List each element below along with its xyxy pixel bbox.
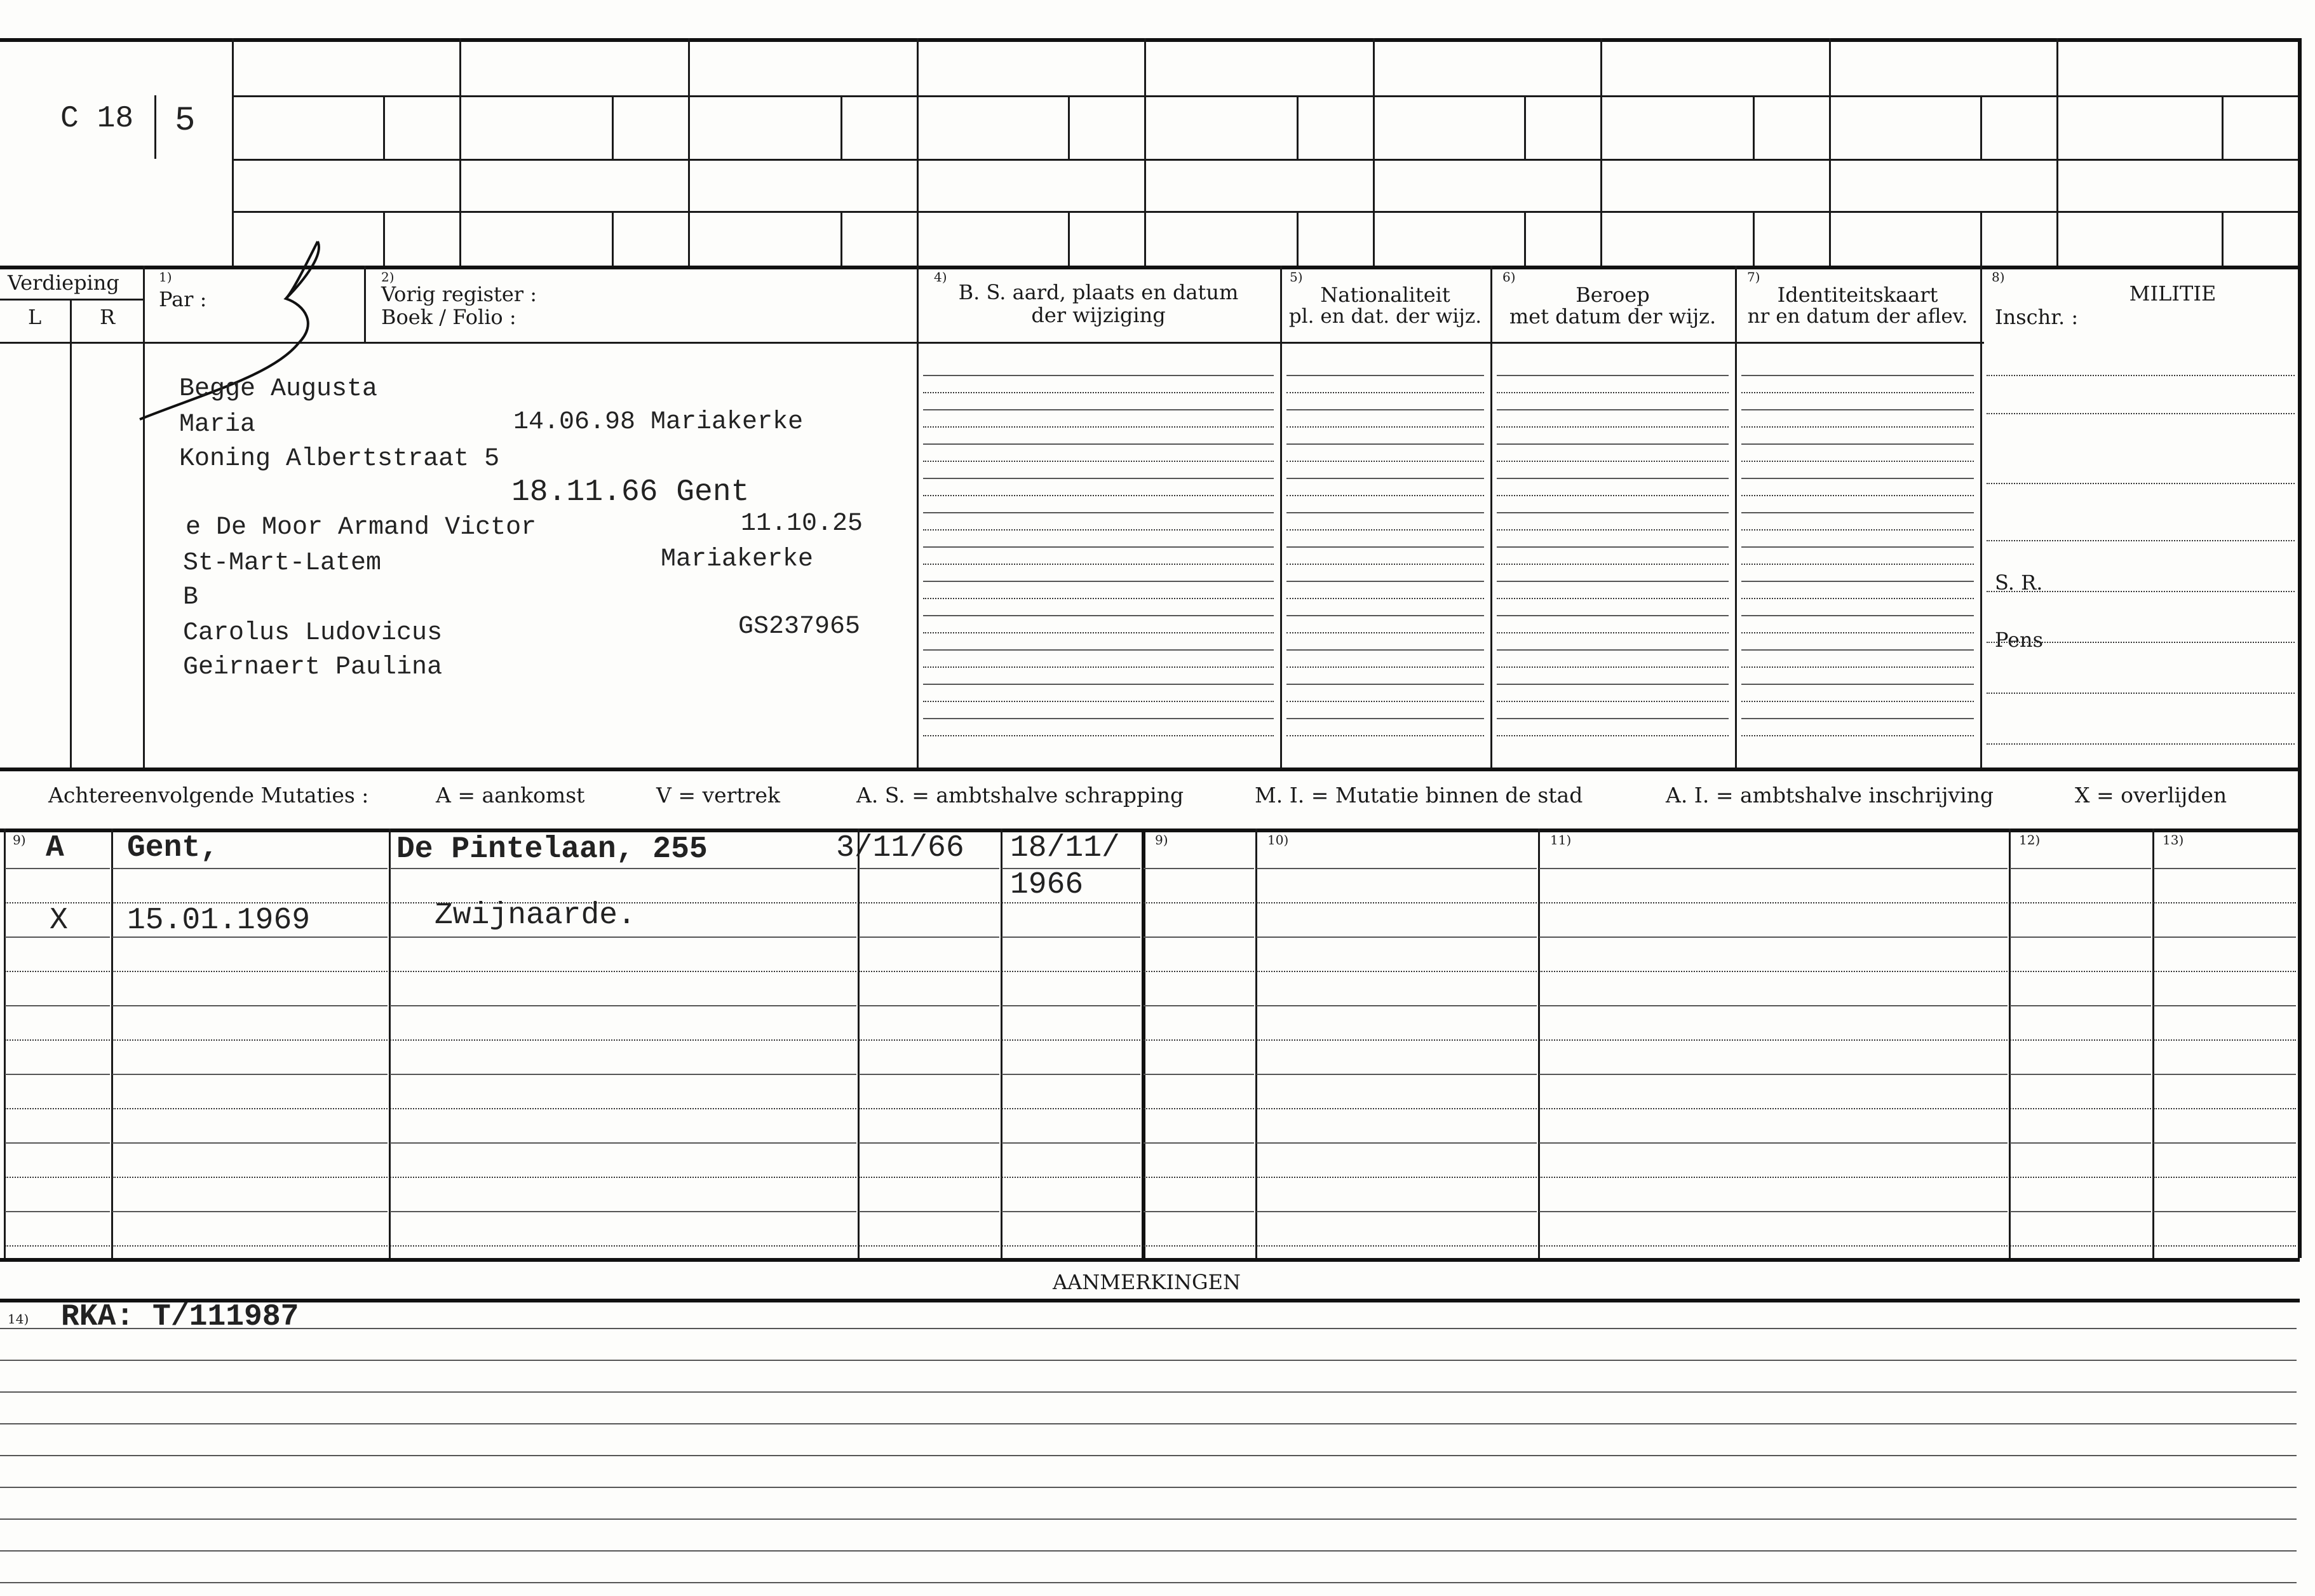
mutation-line — [1257, 1108, 1537, 1109]
mutation-line — [2154, 937, 2296, 938]
dotted-line — [1497, 392, 1729, 393]
verdieping-r: R — [100, 305, 116, 329]
ruled-line — [1497, 478, 1729, 479]
person-marriage-place: Mariakerke — [661, 545, 814, 574]
ruled-line — [1286, 581, 1484, 582]
mutation-line — [1144, 1039, 1254, 1041]
person-mother: Geirnaert Paulina — [183, 653, 443, 682]
mutation-line — [5, 1108, 110, 1109]
register-code: C 18 — [60, 102, 134, 136]
remarks-text: RKA: T/111987 — [61, 1300, 299, 1334]
dotted-line — [1741, 701, 1974, 702]
bs-header-2: der wijziging — [1031, 303, 1166, 327]
mutation-line — [1002, 1039, 1140, 1041]
ruled-line — [1497, 443, 1729, 445]
mutation-line — [1144, 1142, 1254, 1144]
dotted-line — [1497, 426, 1729, 428]
dotted-line — [1497, 632, 1729, 633]
mutation-line — [1539, 1177, 2008, 1178]
vorig-register-label: Vorig register : — [381, 282, 537, 306]
militie-line — [1987, 483, 2295, 484]
mutation-line — [2154, 1074, 2296, 1075]
person-spouse-date: 11.10.25 — [741, 510, 863, 538]
mutation-line — [1539, 868, 2008, 869]
mut-col-11: 11) — [1550, 832, 1572, 848]
mutation-line — [112, 1142, 388, 1144]
dotted-line — [923, 529, 1274, 531]
militie-line — [1987, 591, 2295, 592]
ruled-line — [1741, 684, 1974, 685]
ruled-line — [1497, 684, 1729, 685]
mutation-line — [1002, 902, 1140, 903]
mutation-line — [2154, 868, 2296, 869]
ruled-line — [1741, 443, 1974, 445]
mutation-line — [1257, 971, 1537, 972]
legend-mi: M. I. = Mutatie binnen de stad — [1255, 783, 1583, 808]
mutation-line — [1257, 1005, 1537, 1006]
mutation-line — [1539, 1074, 2008, 1075]
ruled-line — [1497, 409, 1729, 410]
legend-a: A = aankomst — [436, 783, 585, 808]
mutation-line — [5, 1039, 110, 1041]
mutation-line — [1257, 1074, 1537, 1075]
dotted-line — [923, 426, 1274, 428]
legend-x: X = overlijden — [2075, 783, 2227, 808]
mutation-line — [1144, 1108, 1254, 1109]
militie-line — [1987, 743, 2295, 745]
mutation-line — [2010, 1142, 2151, 1144]
bs-num: 4) — [934, 269, 947, 285]
nat-num: 5) — [1290, 269, 1303, 285]
dotted-line — [1286, 701, 1484, 702]
mutation-line — [112, 1005, 388, 1006]
mut2-place: 15.01.1969 — [127, 903, 311, 938]
mutation-line — [1144, 868, 1254, 869]
mutation-line — [5, 1245, 110, 1247]
mutation-line — [1002, 1108, 1140, 1109]
mut1-place: Gent, — [127, 831, 219, 865]
mut1-date1: 3/11/66 — [836, 831, 964, 865]
person-name-1: Begge Augusta — [179, 375, 378, 403]
militie-header: MILITIE — [2129, 281, 2217, 306]
person-address: Koning Albertstraat 5 — [179, 445, 500, 473]
dotted-line — [1286, 735, 1484, 736]
dotted-line — [1497, 701, 1729, 702]
ruled-line — [1286, 718, 1484, 719]
mutation-line — [859, 868, 999, 869]
dotted-line — [1741, 598, 1974, 599]
mutation-line — [2154, 1177, 2296, 1178]
militie-line — [1987, 642, 2295, 643]
mutation-line — [859, 1245, 999, 1247]
dotted-line — [1497, 666, 1729, 668]
mut-col-9a: 9) — [13, 832, 26, 848]
remark-line — [0, 1360, 2297, 1361]
remark-line — [0, 1550, 2297, 1552]
bs-header-1: B. S. aard, plaats en datum — [958, 280, 1239, 304]
beroep-header-2: met datum der wijz. — [1509, 304, 1717, 328]
mutation-line — [112, 971, 388, 972]
mutation-line — [2010, 1108, 2151, 1109]
verdieping-label: Verdieping — [8, 271, 119, 295]
ruled-line — [1741, 649, 1974, 651]
mutation-line — [1002, 1211, 1140, 1212]
ruled-line — [1741, 581, 1974, 582]
dotted-line — [1741, 426, 1974, 428]
mutation-line — [859, 1211, 999, 1212]
mutation-line — [1002, 1245, 1140, 1247]
legend-v: V = vertrek — [656, 783, 780, 808]
mutation-line — [1257, 1142, 1537, 1144]
mutation-line — [1539, 1211, 2008, 1212]
dotted-line — [1286, 461, 1484, 462]
ruled-line — [923, 718, 1274, 719]
ruled-line — [923, 512, 1274, 513]
ruled-line — [1497, 546, 1729, 548]
mutation-line — [2010, 1177, 2151, 1178]
mutation-line — [1144, 937, 1254, 938]
dotted-line — [1741, 529, 1974, 531]
ruled-line — [1497, 718, 1729, 719]
mutation-line — [1144, 971, 1254, 972]
mutation-line — [2010, 971, 2151, 972]
ruled-line — [1497, 375, 1729, 376]
person-birth: 14.06.98 Mariakerke — [513, 408, 804, 436]
mutation-line — [1257, 1211, 1537, 1212]
mutation-line — [1539, 1039, 2008, 1041]
ruled-line — [1497, 512, 1729, 513]
dotted-line — [1286, 598, 1484, 599]
mut-col-10: 10) — [1267, 832, 1289, 848]
mutation-line — [390, 868, 856, 869]
mutation-line — [390, 1074, 856, 1075]
ruled-line — [1741, 409, 1974, 410]
mutation-line — [859, 937, 999, 938]
mutation-line — [2154, 971, 2296, 972]
mutation-line — [390, 1177, 856, 1178]
mutation-line — [5, 1074, 110, 1075]
ruled-line — [1286, 375, 1484, 376]
dotted-line — [1741, 461, 1974, 462]
mutation-line — [112, 1177, 388, 1178]
dotted-line — [1286, 666, 1484, 668]
mutation-line — [5, 868, 110, 869]
remark-line — [0, 1455, 2297, 1456]
mutation-line — [859, 1142, 999, 1144]
dotted-line — [1497, 461, 1729, 462]
mutation-line — [112, 1211, 388, 1212]
mut-col-13: 13) — [2163, 832, 2184, 848]
par-label: Par : — [159, 287, 207, 311]
mutation-line — [1002, 1142, 1140, 1144]
mutation-line — [112, 1074, 388, 1075]
mutation-line — [2010, 937, 2151, 938]
mutation-line — [859, 971, 999, 972]
mutation-line — [5, 971, 110, 972]
person-name-2: Maria — [179, 410, 256, 439]
person-nationality: B — [183, 583, 199, 612]
person-spouse-place: St-Mart-Latem — [183, 549, 382, 578]
ruled-line — [1286, 649, 1484, 651]
mutation-line — [112, 1108, 388, 1109]
ruled-line — [1286, 615, 1484, 616]
mutation-line — [859, 1177, 999, 1178]
mutation-line — [2010, 1211, 2151, 1212]
mut-col-9b: 9) — [1155, 832, 1168, 848]
mutation-line — [2154, 1039, 2296, 1041]
mutation-line — [390, 1211, 856, 1212]
ruled-line — [1286, 409, 1484, 410]
remark-line — [0, 1582, 2297, 1583]
ruled-line — [923, 649, 1274, 651]
mutation-line — [1144, 902, 1254, 903]
id-header-1: Identiteitskaart — [1777, 283, 1938, 307]
dotted-line — [1286, 392, 1484, 393]
mutation-line — [1002, 971, 1140, 972]
mutation-line — [1257, 937, 1537, 938]
id-num: 7) — [1747, 269, 1760, 285]
mutation-line — [1539, 1005, 2008, 1006]
mut1-street: De Pintelaan, 255 — [396, 832, 708, 867]
dotted-line — [1286, 564, 1484, 565]
mutation-line — [5, 1211, 110, 1212]
nat-header-2: pl. en dat. der wijz. — [1288, 305, 1482, 328]
inschr-label: Inschr. : — [1995, 305, 2079, 329]
ruled-line — [1286, 512, 1484, 513]
mutation-line — [112, 1245, 388, 1247]
mutation-line — [1144, 1074, 1254, 1075]
militie-line — [1987, 375, 2295, 376]
dotted-line — [923, 632, 1274, 633]
remark-line — [0, 1518, 2297, 1520]
remark-line — [0, 1328, 2297, 1329]
ruled-line — [1741, 546, 1974, 548]
mil-num: 8) — [1992, 269, 2005, 285]
mut2-code: X — [50, 903, 68, 938]
dotted-line — [923, 392, 1274, 393]
mutation-line — [390, 1039, 856, 1041]
mutation-line — [859, 1074, 999, 1075]
boek-folio-label: Boek / Folio : — [381, 305, 516, 329]
mutation-line — [2154, 1108, 2296, 1109]
nat-header-1: Nationaliteit — [1320, 283, 1450, 307]
person-arrival: 18.11.66 Gent — [511, 475, 750, 510]
dotted-line — [923, 495, 1274, 496]
dotted-line — [1497, 495, 1729, 496]
dotted-line — [1286, 495, 1484, 496]
mutation-line — [2010, 1005, 2151, 1006]
dotted-line — [1741, 735, 1974, 736]
register-number: 5 — [175, 102, 196, 140]
mut-col-12: 12) — [2019, 832, 2041, 848]
dotted-line — [1741, 392, 1974, 393]
mutation-line — [859, 1005, 999, 1006]
remarks-num: 14) — [8, 1311, 29, 1327]
dotted-line — [1497, 529, 1729, 531]
mutation-line — [1257, 1039, 1537, 1041]
ruled-line — [1497, 615, 1729, 616]
ruled-line — [923, 443, 1274, 445]
mutation-line — [2154, 902, 2296, 903]
ruled-line — [1286, 478, 1484, 479]
dotted-line — [923, 701, 1274, 702]
dotted-line — [923, 598, 1274, 599]
person-spouse: e De Moor Armand Victor — [186, 513, 537, 542]
mutation-line — [1002, 1074, 1140, 1075]
mutation-line — [112, 1039, 388, 1041]
mutation-line — [2010, 902, 2151, 903]
militie-line — [1987, 413, 2295, 414]
mut1-code: A — [46, 831, 64, 865]
par-num: 1) — [159, 269, 172, 285]
beroep-num: 6) — [1502, 269, 1516, 285]
ruled-line — [923, 581, 1274, 582]
mutation-line — [1539, 1142, 2008, 1144]
militie-line — [1987, 693, 2295, 694]
dotted-line — [1741, 564, 1974, 565]
mutation-line — [1002, 1005, 1140, 1006]
mutation-line — [2010, 868, 2151, 869]
mutation-line — [1002, 937, 1140, 938]
dotted-line — [923, 564, 1274, 565]
ruled-line — [923, 409, 1274, 410]
mut1-date2b: 1966 — [1010, 868, 1084, 902]
ruled-line — [1286, 684, 1484, 685]
id-header-2: nr en datum der aflev. — [1747, 305, 1968, 328]
pens-label: Pens — [1995, 628, 2044, 652]
mutation-line — [1144, 1245, 1254, 1247]
mutation-line — [390, 1005, 856, 1006]
mutation-line — [5, 1005, 110, 1006]
legend-as: A. S. = ambtshalve schrapping — [856, 783, 1184, 808]
remark-line — [0, 1423, 2297, 1424]
mutation-line — [1539, 902, 2008, 903]
mutation-line — [1144, 1005, 1254, 1006]
mutation-line — [5, 1142, 110, 1144]
remarks-title: AANMERKINGEN — [1053, 1270, 1241, 1294]
ruled-line — [1497, 581, 1729, 582]
mutation-line — [1257, 1245, 1537, 1247]
dotted-line — [1497, 564, 1729, 565]
mutaties-title: Achtereenvolgende Mutaties : — [48, 783, 369, 808]
vorig-num: 2) — [381, 269, 395, 285]
ruled-line — [923, 684, 1274, 685]
verdieping-l: L — [28, 305, 42, 329]
mutation-line — [1257, 868, 1537, 869]
legend-ai: A. I. = ambtshalve inschrijving — [1666, 783, 1994, 808]
mut1-date2a: 18/11/ — [1010, 831, 1120, 865]
ruled-line — [923, 615, 1274, 616]
mutation-line — [859, 1039, 999, 1041]
mutation-line — [390, 1108, 856, 1109]
dotted-line — [1497, 598, 1729, 599]
mutation-line — [2010, 1245, 2151, 1247]
mutation-line — [2154, 1005, 2296, 1006]
mutation-line — [1539, 937, 2008, 938]
dotted-line — [923, 461, 1274, 462]
dotted-line — [1286, 632, 1484, 633]
ruled-line — [1497, 649, 1729, 651]
ruled-line — [923, 546, 1274, 548]
beroep-header-1: Beroep — [1576, 283, 1650, 307]
ruled-line — [923, 375, 1274, 376]
dotted-line — [1286, 426, 1484, 428]
militie-line — [1987, 540, 2295, 541]
dotted-line — [1286, 529, 1484, 531]
remark-line — [0, 1391, 2297, 1393]
sr-label: S. R. — [1995, 571, 2043, 595]
ruled-line — [1741, 512, 1974, 513]
mutation-line — [859, 902, 999, 903]
ruled-line — [1741, 718, 1974, 719]
ruled-line — [1741, 615, 1974, 616]
person-id-number: GS237965 — [738, 612, 861, 641]
ruled-line — [1741, 375, 1974, 376]
remark-line — [0, 1487, 2297, 1488]
mutation-line — [390, 937, 856, 938]
mutation-line — [112, 868, 388, 869]
dotted-line — [1741, 495, 1974, 496]
dotted-line — [923, 666, 1274, 668]
ruled-line — [1286, 443, 1484, 445]
mutation-line — [1002, 1177, 1140, 1178]
mutation-line — [2154, 1142, 2296, 1144]
mutation-line — [2154, 1211, 2296, 1212]
mutation-line — [2010, 1074, 2151, 1075]
dotted-line — [1741, 632, 1974, 633]
ruled-line — [1286, 546, 1484, 548]
mutation-line — [2010, 1039, 2151, 1041]
ruled-line — [1741, 478, 1974, 479]
mutation-line — [1257, 1177, 1537, 1178]
mutation-line — [2154, 1245, 2296, 1247]
mutation-line — [1257, 902, 1537, 903]
mutation-line — [390, 1142, 856, 1144]
dotted-line — [1741, 666, 1974, 668]
ruled-line — [923, 478, 1274, 479]
person-father: Carolus Ludovicus — [183, 619, 443, 647]
mutation-line — [390, 1245, 856, 1247]
mut2-street: Zwijnaarde. — [435, 898, 636, 933]
mutation-line — [859, 1108, 999, 1109]
mutation-line — [390, 971, 856, 972]
mutation-line — [1539, 1108, 2008, 1109]
dotted-line — [923, 735, 1274, 736]
mutation-line — [1539, 971, 2008, 972]
mutation-line — [1539, 1245, 2008, 1247]
mutation-line — [5, 1177, 110, 1178]
mutation-line — [1144, 1211, 1254, 1212]
mutation-line — [1144, 1177, 1254, 1178]
dotted-line — [1497, 735, 1729, 736]
